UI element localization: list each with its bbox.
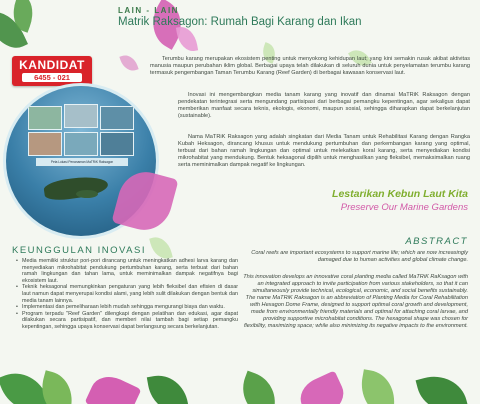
pink-leaf-icon bbox=[119, 52, 138, 74]
candidate-number: 6455 - 021 bbox=[22, 73, 82, 82]
intro-paragraph: Inovasi ini mengembangkan media tanam karang yang inovatif dan dinamai MaTRiK Raksagon dengan pendekatan terintegrasi serta mengundang partisipasi dari berbagai pemangku kepentingan, agar sekaligus dapat memberikan manfaat secara teknis, ekologis, ekonomi, maupun sosial, sehingga diharapkan dapat berkelanjutan (sustainable). bbox=[178, 92, 470, 119]
abstract-heading: ABSTRACT bbox=[405, 236, 468, 247]
abstract-paragraph: This innovation develops an innovative coral planting media called MaTRiK RaKsagon with an integrated approach to invite participation from various stakeholders, so that it can simultaneously provide technical, ecological, economic, and social benefits sustainably. The name MaTRiK Raksagon is an abbreviation of Planting Media for Coral Rehabilitation with Hexagon Dome Frame, designed to support optimal coral growth and development, made from environmentally friendly materials and optimal for attaching coral larvae, and providing supportive microhabitat conditions. The hexagonal shape was chosen for flexibility, maximizing space; while also minimizing its negative impacts to the environment. bbox=[243, 274, 468, 329]
green-leaf-icon bbox=[357, 369, 400, 404]
intro-paragraph: Nama MaTRiK Raksagon yang adalah singkatan dari Media Tanam untuk Rehabilitasi Karang dengan Rangka Kubah Heksagon, dirancang khusus untuk mendukung pertumbuhan dan perkembangan karang yang optimal, terbuat dari bahan ramah lingkungan dan optimal untuk melekatkan koral karang, serta menyediakan kondisi mikrohabitat yang mendukung. Bentuk heksagonal dipilih untuk menghasilkan yang fleksibel, memaksimalkan ruang serta meminimalkan dampak negatif ke lingkungan. bbox=[178, 134, 470, 168]
coral-photo bbox=[28, 132, 62, 156]
map-caption: Peta Lokasi Penanaman MaTRiK Raksagon bbox=[36, 158, 128, 166]
slogan-english: Preserve Our Marine Gardens bbox=[340, 202, 468, 213]
candidate-badge bbox=[12, 56, 92, 86]
green-leaf-icon bbox=[235, 371, 284, 404]
category-label: LAIN - LAIN bbox=[118, 6, 179, 15]
pink-coral-icon bbox=[85, 370, 142, 404]
intro-paragraph: Terumbu karang merupakan ekosistem penting untuk menyokong kehidupan laut; yang kini semakin rusak akibat aktivitas manusia maupun perubahan iklim global. Berbagai upaya telah dilakukan di seluruh dunia untuk penyelamatan terumbu karang termasuk pengembangan Taman Terumbu Karang (Reef Garden) di berbagai kawasan konservasi laut. bbox=[150, 56, 470, 76]
pink-coral-icon bbox=[294, 370, 349, 404]
candidate-label: KANDIDAT bbox=[19, 58, 85, 72]
green-leaf-icon bbox=[416, 369, 469, 404]
island-map bbox=[76, 190, 98, 198]
coral-photo bbox=[100, 132, 134, 156]
coral-photo bbox=[28, 106, 62, 130]
list-item: • Media memiliki struktur pori-pori dirancang untuk meningkatkan adhesi larva karang dan menyediakan mikrohabitat pendukung pertumbuhan karang, serta terbuat dari bahan ramah lingkungan dan tahan lama, untuk meminimalkan dampak negatifnya bagi ekosistem laut. bbox=[18, 258, 238, 284]
list-item: • Program terpadu "Reef Garden" dilengkapi dengan pelatihan dan edukasi, agar dapat dilakukan secara partisipatif, dan memberi nilai tambah bagi setiap pemangku kepentingan, sehingga upaya konservasi dapat berlangsung secara berkelanjutan. bbox=[18, 311, 238, 331]
list-item: • Implementasi dan pemeliharaan lebih mudah sehingga mengurangi biaya dan waktu. bbox=[18, 304, 238, 311]
green-leaf-icon bbox=[147, 371, 189, 404]
island-map bbox=[43, 174, 109, 203]
abstract-paragraph: Coral reefs are important ecosystems to support marine life; which are now increasingly damaged due to human activities and global climate change. bbox=[251, 250, 468, 263]
page-title: Matrik Raksagon: Rumah Bagi Karang dan Ikan bbox=[118, 16, 362, 28]
pink-leaf-icon bbox=[176, 25, 198, 54]
innovation-heading: KEUNGGULAN INOVASI bbox=[12, 245, 146, 256]
innovation-list bbox=[12, 258, 238, 331]
slogan-indonesian: Lestarikan Kebun Laut Kita bbox=[332, 188, 468, 200]
list-item: • Teknik heksagonal memungkinkan pengaturan yang lebih fleksibel dan efisien di dasar laut namun dapat menyerupai kondisi alami, yang lebih sulit dilakukan dengan bentuk dan media tanam lainnya. bbox=[18, 284, 238, 304]
coral-photo bbox=[64, 132, 98, 156]
bottom-foliage bbox=[0, 370, 480, 404]
coral-photo bbox=[64, 104, 98, 128]
coral-photo bbox=[100, 106, 134, 130]
